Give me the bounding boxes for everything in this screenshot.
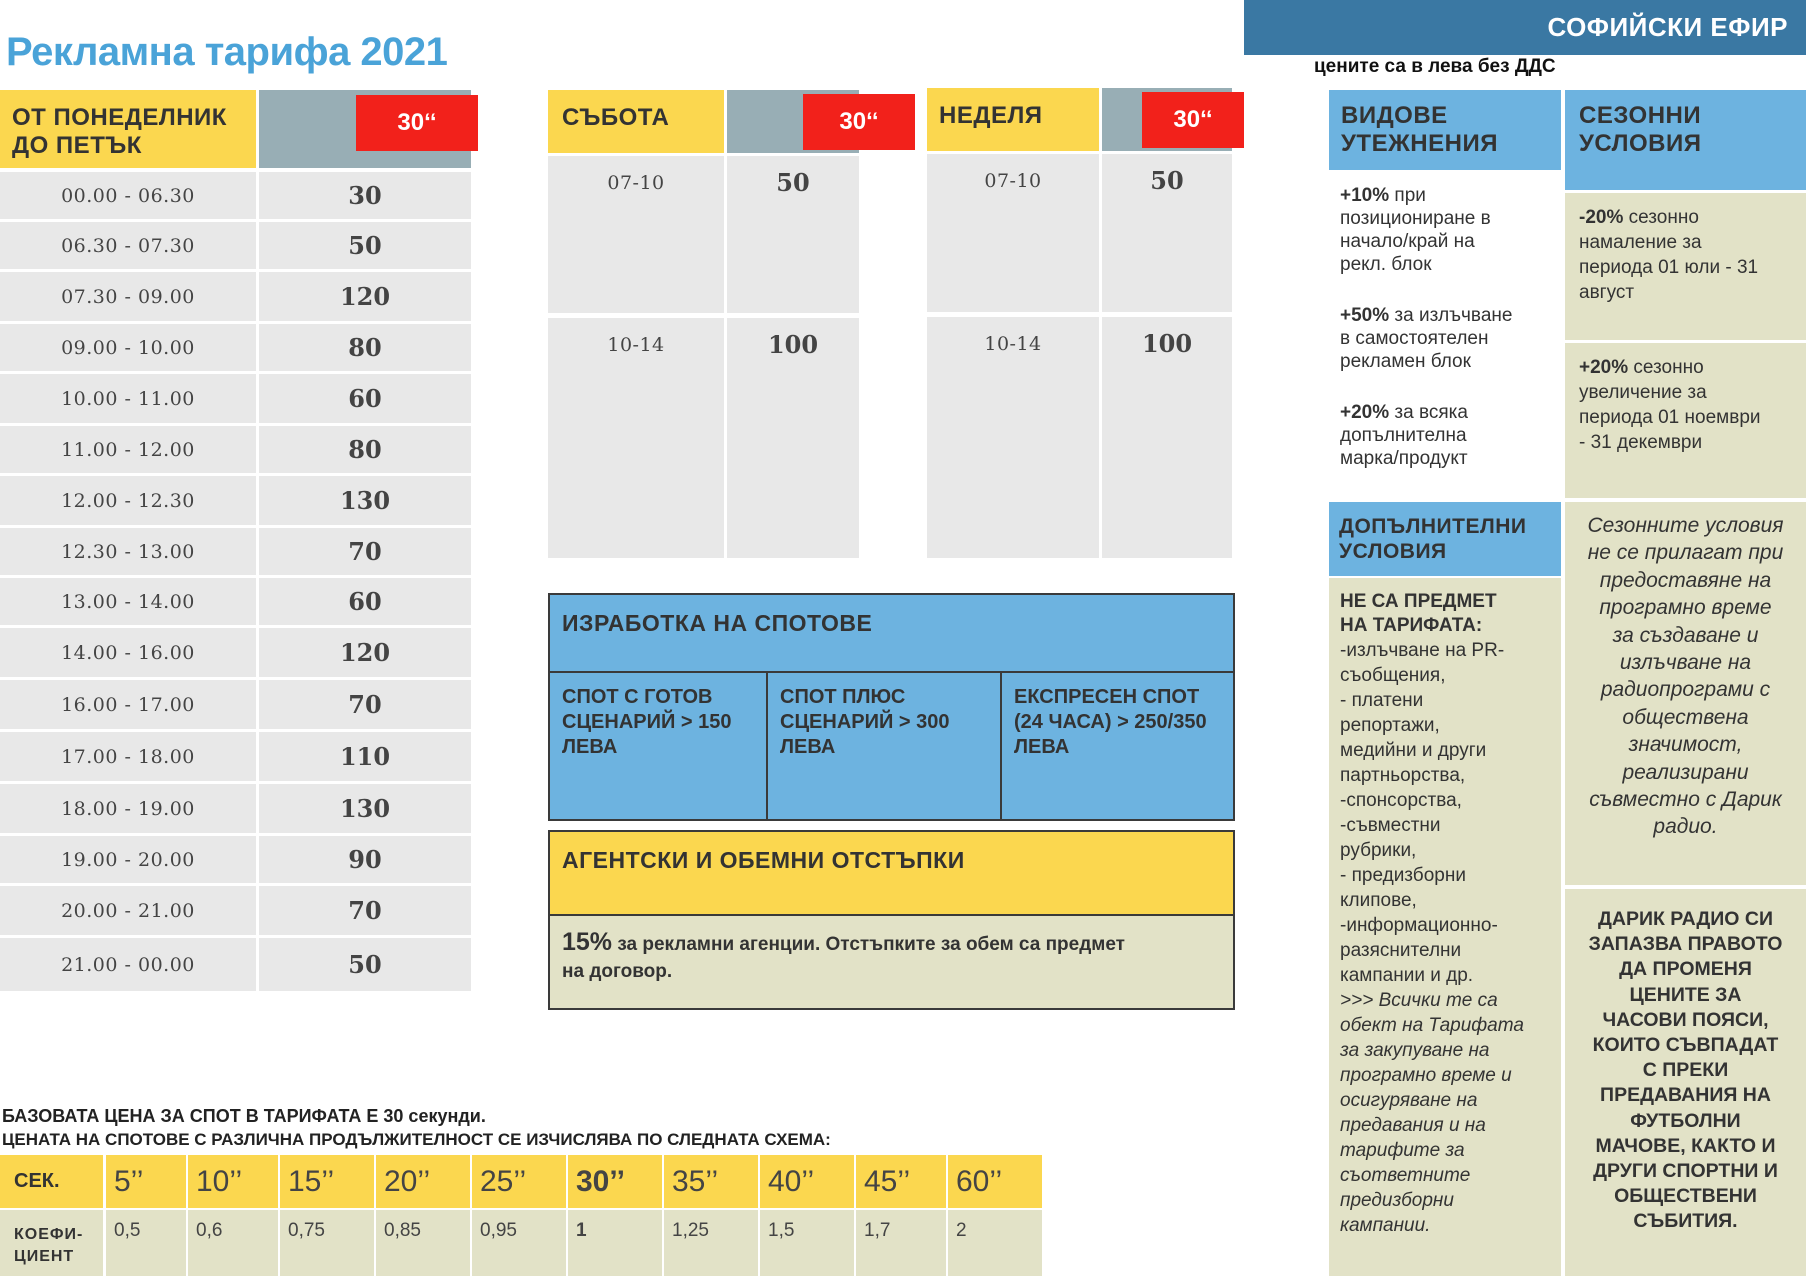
production-col-1: [550, 673, 768, 819]
surcharge-2-pct: +50%: [1340, 305, 1390, 326]
coef-sec-cell: 45’’: [856, 1155, 946, 1208]
production-title: ИЗРАБОТКА НА СПОТОВЕ: [562, 610, 873, 636]
saturday-label-cell: [548, 90, 724, 153]
production-item-3-line1: ЕКСПРЕСЕН СПОТ: [1014, 686, 1200, 708]
coef-label-line1: КОЕФИ-: [14, 1226, 84, 1243]
coef-sec-cell: 30’’: [568, 1155, 662, 1208]
discounts-text-line1: [562, 928, 1233, 959]
surcharge-3-line2: допълнителна: [1340, 425, 1467, 446]
weekday-time-cell: 12.00 - 12.30: [0, 476, 256, 525]
seasonal-note-line: реализирани: [1622, 760, 1749, 784]
coef-sec-label-cell: [0, 1155, 104, 1208]
additional-italic-lines: [1340, 988, 1561, 1238]
surcharge-item-1: [1340, 184, 1561, 276]
seasonal-note-line: Сезонните условия: [1587, 514, 1784, 537]
additional-italic-line: програмно време и: [1340, 1065, 1512, 1086]
additional-line: клипове,: [1340, 890, 1417, 911]
weekday-price-cell: 30: [259, 172, 471, 219]
saturday-label: СЪБОТА: [562, 104, 670, 131]
additional-line: - платени: [1340, 690, 1424, 711]
weekday-time-cell: 13.00 - 14.00: [0, 578, 256, 625]
seasonal-2-line1: сезонно: [1628, 357, 1704, 378]
additional-italic-line: за закупуване на: [1340, 1040, 1490, 1061]
surcharge-1-line2: позициониране в: [1340, 208, 1491, 229]
production-item-1-line2: СЦЕНАРИЙ > 150: [562, 711, 732, 733]
seasonal-note-line: радио.: [1653, 815, 1718, 839]
weekday-time-cell: 14.00 - 16.00: [0, 628, 256, 677]
reserve-note-line: ПРЕДАВАНИЯ НА: [1600, 1084, 1771, 1107]
additional-line: партньорства,: [1340, 765, 1466, 786]
additional-line: съобщения,: [1340, 665, 1446, 686]
discounts-title: АГЕНТСКИ И ОБЕМНИ ОТСТЪПКИ: [562, 847, 965, 873]
weekday-price-cell: 70: [259, 528, 471, 575]
weekday-price-cell: 50: [259, 938, 471, 991]
discounts-body: [550, 916, 1233, 1008]
surcharge-item-2: [1340, 304, 1561, 373]
weekday-time-cell: 10.00 - 11.00: [0, 374, 256, 423]
weekday-time-cell: 00.00 - 06.30: [0, 172, 256, 219]
production-item-3-line2: (24 ЧАСА) > 250/350: [1014, 711, 1207, 733]
additional-line: -съвместни: [1340, 815, 1441, 836]
weekday-time-cell: 12.30 - 13.00: [0, 528, 256, 575]
additional-line: разяснителни: [1340, 940, 1462, 961]
weekday-price-cell: 90: [259, 836, 471, 883]
additional-line: медийни и други: [1340, 740, 1487, 761]
coef-sec-cell: 25’’: [472, 1155, 566, 1208]
surcharge-3-line1: за всяка: [1389, 402, 1468, 423]
seasonal-note-line: излъчване на: [1619, 651, 1752, 675]
weekday-time-cell: 06.30 - 07.30: [0, 222, 256, 269]
seasonal-note-line: не се прилагат при: [1587, 541, 1784, 565]
additional-line: -спонсорства,: [1340, 790, 1462, 811]
additional-line: -излъчване на PR-: [1340, 640, 1505, 661]
weekday-time-cell: 11.00 - 12.00: [0, 426, 256, 473]
saturday-time-2: 10-14: [548, 318, 724, 558]
seasonal-2-pct: +20%: [1579, 357, 1629, 378]
seasonal-1-line1: сезонно: [1623, 207, 1699, 228]
reserve-note-line: МАЧОВЕ, КАКТО И: [1595, 1134, 1776, 1157]
additional-head1: НЕ СА ПРЕДМЕТ: [1340, 591, 1497, 612]
additional-italic-line: кампании.: [1340, 1215, 1431, 1236]
weekday-price-cell: 70: [259, 680, 471, 729]
additional-title1: ДОПЪЛНИТЕЛНИ: [1339, 515, 1527, 538]
reserve-note-line: ОБЩЕСТВЕНИ: [1614, 1185, 1757, 1208]
coef-value-cell: 0,75: [280, 1210, 374, 1276]
additional-italic-line: обект на Тарифата: [1340, 1015, 1524, 1036]
sunday-duration-badge: 30‘‘: [1142, 92, 1244, 148]
weekday-time-cell: 07.30 - 09.00: [0, 272, 256, 321]
reserve-note-line: СЪБИТИЯ.: [1633, 1210, 1738, 1233]
sunday-time-2: 10-14: [927, 317, 1099, 558]
weekday-price-cell: 120: [259, 628, 471, 677]
seasonal-item-2: [1565, 343, 1806, 498]
discounts-box: [548, 830, 1235, 1010]
additional-italic-line: предизборни: [1340, 1190, 1454, 1211]
coef-sec-cell: 5’’: [106, 1155, 186, 1208]
additional-header: [1329, 502, 1561, 576]
seasonal-title1: СЕЗОННИ: [1579, 102, 1702, 129]
seasonal-note-line: обществена: [1622, 705, 1749, 729]
saturday-price-1: 50: [727, 156, 859, 313]
surcharges-header: [1329, 90, 1561, 170]
weekday-time-cell: 19.00 - 20.00: [0, 836, 256, 883]
weekday-price-cell: 80: [259, 426, 471, 473]
weekday-time-cell: 21.00 - 00.00: [0, 938, 256, 991]
seasonal-2-line2: увеличение за: [1579, 382, 1707, 403]
weekday-time-cell: 09.00 - 10.00: [0, 324, 256, 371]
brand-banner: [1244, 0, 1806, 55]
surcharge-item-3: [1340, 401, 1561, 470]
production-col-3: [1002, 673, 1233, 819]
brand-name: СОФИЙСКИ ЕФИР: [1547, 12, 1788, 42]
seasonal-note-line: за създаване и: [1612, 623, 1759, 647]
coef-value-cell: 1: [568, 1210, 662, 1276]
page-title: Рекламна тарифа 2021: [6, 30, 448, 74]
surcharge-2-line3: рекламен блок: [1340, 351, 1471, 372]
reserve-note-line: ЗАПАЗВА ПРАВОТО: [1588, 933, 1783, 956]
weekday-duration-badge: 30‘‘: [356, 95, 478, 151]
weekday-time-cell: 17.00 - 18.00: [0, 732, 256, 781]
surcharge-1-line3: начало/край на: [1340, 231, 1475, 252]
production-box: [548, 593, 1235, 821]
weekday-label-cell: [0, 90, 256, 168]
coef-value-cell: 0,95: [472, 1210, 566, 1276]
production-item-1-line1: СПОТ С ГОТОВ: [562, 686, 713, 708]
seasonal-header: [1565, 90, 1806, 190]
weekday-time-cell: 18.00 - 19.00: [0, 784, 256, 833]
additional-line: репортажи,: [1340, 715, 1440, 736]
surcharge-3-line3: марка/продукт: [1340, 448, 1468, 469]
surcharges-title2: УТЕЖНЕНИЯ: [1341, 130, 1498, 157]
weekday-time-cell: 20.00 - 21.00: [0, 886, 256, 935]
seasonal-1-line2: намаление за: [1579, 232, 1702, 253]
reserve-note-line: ЦЕНИТЕ ЗА: [1629, 983, 1742, 1006]
reserve-note-line: ДА ПРОМЕНЯ: [1619, 958, 1752, 981]
seasonal-note-line: предоставяне на: [1599, 568, 1772, 592]
reserve-note-line: ДАРИК РАДИО СИ: [1597, 908, 1773, 930]
additional-body: [1329, 578, 1561, 1276]
weekday-label-line2: ДО ПЕТЪК: [12, 132, 142, 159]
weekday-price-cell: 110: [259, 732, 471, 781]
additional-head2: НА ТАРИФАТА:: [1340, 615, 1483, 636]
weekday-price-cell: 130: [259, 476, 471, 525]
additional-italic-line: съответните: [1340, 1165, 1471, 1186]
coef-sec-cell: 20’’: [376, 1155, 470, 1208]
coef-label-cell: [0, 1210, 104, 1276]
seasonal-note-line: значимост,: [1628, 733, 1743, 757]
production-item-1-line3: ЛЕВА: [562, 736, 618, 758]
price-note: цените са в лева без ДДС: [1314, 56, 1556, 77]
additional-italic-line: >>> Всички те са: [1340, 990, 1498, 1011]
seasonal-1-line4: август: [1579, 282, 1635, 303]
reserve-note-line: С ПРЕКИ: [1642, 1059, 1729, 1082]
seasonal-note-line: радиопрограми с: [1600, 678, 1771, 702]
seasonal-note-line: съвместно с Дарик: [1589, 788, 1782, 812]
reserve-note: [1569, 907, 1802, 1235]
reserve-note-line: КОИТО СЪВПАДАТ: [1592, 1034, 1779, 1057]
weekday-price-cell: 50: [259, 222, 471, 269]
seasonal-note-line: програмно време: [1599, 596, 1772, 620]
coef-sec-cell: 15’’: [280, 1155, 374, 1208]
reserve-note-line: ЧАСОВИ ПОЯСИ,: [1602, 1008, 1769, 1031]
coef-label-line2: ЦИЕНТ: [14, 1248, 75, 1265]
seasonal-2-line4: - 31 декември: [1579, 432, 1703, 453]
coef-value-cell: 0,6: [188, 1210, 278, 1276]
surcharge-2-line1: за излъчване: [1389, 305, 1513, 326]
weekday-time-cell: 16.00 - 17.00: [0, 680, 256, 729]
additional-line: рубрики,: [1340, 840, 1417, 861]
seasonal-note: [1569, 512, 1802, 841]
additional-italic-line: предавания и на: [1340, 1115, 1486, 1136]
discounts-header: [550, 832, 1233, 916]
surcharges-list: [1329, 172, 1561, 498]
seasonal-2-line3: периода 01 ноември: [1579, 407, 1761, 428]
saturday-price-2: 100: [727, 318, 859, 558]
reserve-box: [1565, 889, 1806, 1276]
seasonal-1-pct: -20%: [1579, 207, 1624, 228]
sunday-time-1: 07-10: [927, 154, 1099, 312]
additional-lines: [1340, 638, 1561, 988]
seasonal-title2: УСЛОВИЯ: [1579, 130, 1702, 157]
coef-sec-cell: 35’’: [664, 1155, 758, 1208]
discounts-pct: 15%: [562, 928, 613, 956]
coef-sec-cell: 10’’: [188, 1155, 278, 1208]
weekday-price-cell: 130: [259, 784, 471, 833]
surcharge-1-line1: при: [1389, 185, 1426, 206]
saturday-time-1: 07-10: [548, 156, 724, 313]
sunday-label: НЕДЕЛЯ: [939, 102, 1043, 129]
additional-line: -информационно-: [1340, 915, 1498, 936]
coef-value-cell: 1,25: [664, 1210, 758, 1276]
coef-sec-label: СЕК.: [14, 1170, 60, 1192]
sunday-label-cell: [927, 88, 1099, 151]
production-item-2-line1: СПОТ ПЛЮС: [780, 686, 906, 708]
additional-title2: УСЛОВИЯ: [1339, 540, 1447, 563]
weekday-price-cell: 60: [259, 578, 471, 625]
seasonal-1-line3: периода 01 юли - 31: [1579, 257, 1759, 278]
production-item-2-line3: ЛЕВА: [780, 736, 836, 758]
weekday-price-cell: 80: [259, 324, 471, 371]
base-price-line1: БАЗОВАТА ЦЕНА ЗА СПОТ В ТАРИФАТА Е 30 секунди.: [2, 1106, 486, 1126]
coef-sec-cell: 60’’: [948, 1155, 1042, 1208]
discounts-text: за рекламни агенции. Отстъпките за обем са предмет: [612, 934, 1125, 955]
additional-line: - предизборни: [1340, 865, 1466, 886]
discounts-text-line2: на договор.: [562, 961, 673, 982]
additional-italic-line: осигуряване на: [1340, 1090, 1478, 1111]
reserve-note-line: ДРУГИ СПОРТНИ И: [1593, 1160, 1778, 1183]
surcharges-title1: ВИДОВЕ: [1341, 102, 1448, 129]
coef-sec-cell: 40’’: [760, 1155, 854, 1208]
production-item-2-line2: СЦЕНАРИЙ > 300: [780, 711, 950, 733]
weekday-price-cell: 120: [259, 272, 471, 321]
coef-value-cell: 0,5: [106, 1210, 186, 1276]
base-price-line2: ЦЕНАТА НА СПОТОВЕ С РАЗЛИЧНА ПРОДЪЛЖИТЕЛНОСТ СЕ ИЗЧИСЛЯВА ПО СЛЕДНАТА СХЕМА:: [2, 1130, 831, 1149]
seasonal-item-1: [1565, 193, 1806, 340]
coef-value-cell: 0,85: [376, 1210, 470, 1276]
production-col-2: [768, 673, 1002, 819]
weekday-price-cell: 70: [259, 886, 471, 935]
seasonal-note-box: [1565, 502, 1806, 885]
surcharge-2-line2: в самостоятелен: [1340, 328, 1489, 349]
surcharge-3-pct: +20%: [1340, 402, 1390, 423]
production-item-3-line3: ЛЕВА: [1014, 736, 1070, 758]
additional-italic-line: тарифите за: [1340, 1140, 1465, 1161]
surcharge-1-line4: рекл. блок: [1340, 254, 1432, 275]
weekday-price-cell: 60: [259, 374, 471, 423]
sunday-price-1: 50: [1102, 154, 1232, 312]
additional-line: кампании и др.: [1340, 965, 1474, 986]
coef-value-cell: 2: [948, 1210, 1042, 1276]
reserve-note-line: ФУТБОЛНИ: [1630, 1109, 1741, 1132]
weekday-label-line1: ОТ ПОНЕДЕЛНИК: [12, 104, 227, 131]
sunday-price-2: 100: [1102, 317, 1232, 558]
coef-value-cell: 1,5: [760, 1210, 854, 1276]
coef-value-cell: 1,7: [856, 1210, 946, 1276]
surcharge-1-pct: +10%: [1340, 185, 1390, 206]
saturday-duration-badge: 30‘‘: [803, 94, 915, 150]
